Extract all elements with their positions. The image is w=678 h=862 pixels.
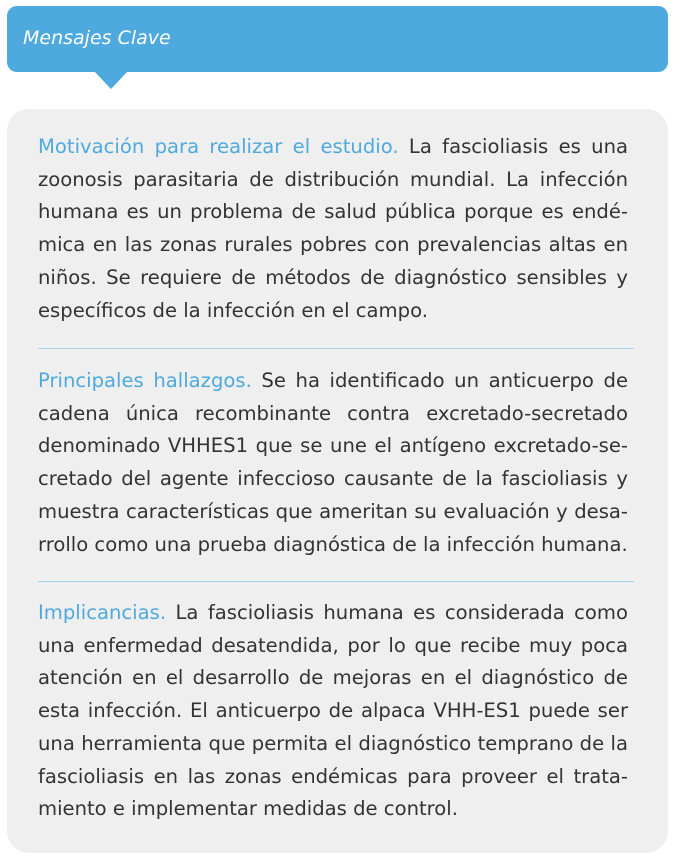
section-heading: Implicancias. — [38, 601, 167, 624]
section-body: La fascioliasis es una zoonosis parasitaria de distribución mundial. La infección humana es un problema de salud pública porque es endémica en las zonas rurales pobres con prevalencias altas en niños. Se requiere de métodos de diagnóstico sensibles y específicos de la infección en el campo. — [38, 135, 628, 322]
section-heading: Motivación para realizar el estudio. — [38, 135, 399, 158]
header-pointer — [94, 71, 128, 89]
section-divider — [38, 581, 634, 582]
section-implications — [38, 597, 628, 826]
section-motivation — [38, 131, 628, 327]
section-body: Se ha identificado un anticuerpo de cadena única recombinante contra excretado-secretado denominado VHHES1 que se une el antígeno excretado-secretado del agente infeccioso causante de la fascioliasis y muestra características que ameritan su evaluación y desarrollo como una prueba diagnóstica de la infección humana. — [38, 369, 628, 556]
section-heading: Principales hallazgos. — [38, 369, 252, 392]
section-body: La fascioliasis humana es considerada como una enfermedad desatendida, por lo que recibe muy poca atención en el desarrollo de mejoras en el diagnóstico de esta infección. El anticuerpo de alpaca VHH-ES1 puede ser una herramienta que permita el diagnóstico temprano de la fascioliasis en las zonas endémicas para proveer el tratamiento e implementar medidas de control. — [38, 601, 628, 821]
header-title: Mensajes Clave — [23, 27, 171, 49]
section-findings — [38, 365, 628, 561]
section-divider — [38, 348, 634, 349]
key-messages-header — [7, 6, 668, 72]
